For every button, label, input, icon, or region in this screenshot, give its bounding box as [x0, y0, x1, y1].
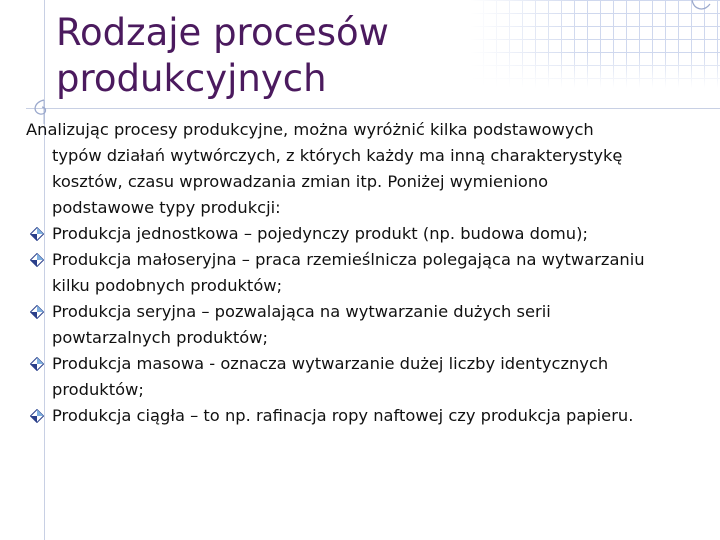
diamond-bullet-icon: [30, 305, 44, 319]
horizontal-guide-line: [26, 108, 720, 109]
list-item-text: Produkcja ciągła – to np. rafinacja ropy naftowej czy produkcja papieru.: [52, 406, 634, 425]
list-item-text: Produkcja seryjna – pozwalająca na wytwarzanie dużych serii: [52, 302, 551, 321]
list-item-text: kilku podobnych produktów;: [52, 276, 283, 295]
diamond-bullet-icon: [30, 227, 44, 241]
slide-body: [26, 117, 706, 429]
intro-line: podstawowe typy produkcji:: [52, 198, 281, 217]
intro-line: Analizując procesy produkcyjne, można wyróżnić kilka podstawowych: [26, 120, 594, 139]
list-item-text: powtarzalnych produktów;: [52, 328, 268, 347]
list-item: [26, 403, 706, 429]
intro-line: typów działań wytwórczych, z których każdy ma inną charakterystykę: [52, 146, 623, 165]
diamond-bullet-icon: [30, 357, 44, 371]
production-types-list: [26, 221, 706, 429]
list-item-text: Produkcja jednostkowa – pojedynczy produkt (np. budowa domu);: [52, 224, 588, 243]
list-item: [26, 299, 706, 351]
list-item-text: Produkcja małoseryjna – praca rzemieślnicza polegająca na wytwarzaniu: [52, 250, 645, 269]
intro-paragraph: [26, 117, 706, 221]
diamond-bullet-icon: [30, 253, 44, 267]
slide-title: [56, 10, 476, 102]
list-item: [26, 247, 706, 299]
list-item-text: produktów;: [52, 380, 144, 399]
intro-line: kosztów, czasu wprowadzania zmian itp. Poniżej wymieniono: [52, 172, 549, 191]
diamond-bullet-icon: [30, 409, 44, 423]
list-item: [26, 221, 706, 247]
slide-title-line-1: Rodzaje procesów: [56, 11, 389, 54]
list-item-text: Produkcja masowa - oznacza wytwarzanie dużej liczby identycznych: [52, 354, 609, 373]
slide-title-line-2: produkcyjnych: [56, 57, 327, 100]
corner-swirl-top-icon: [690, 0, 712, 14]
graph-paper-fade: [470, 0, 720, 88]
list-item: [26, 351, 706, 403]
